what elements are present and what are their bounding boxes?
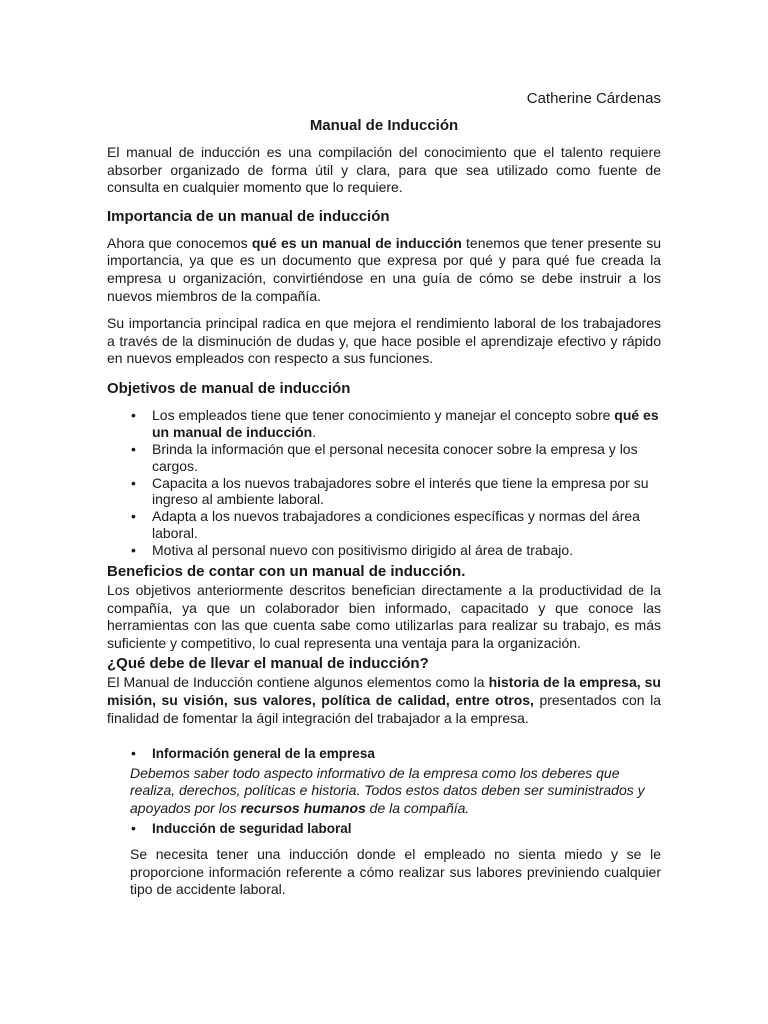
author-name: Catherine Cárdenas [526, 90, 661, 107]
importancia-p1-bold: qué es un manual de inducción [251, 234, 462, 251]
list-item: • Capacita a los nuevos trabajadores sobre el interés que tiene la empresa por su ingreso al ambiente laboral. [107, 475, 661, 509]
importancia-p1-text-a: Ahora que conocemos [107, 234, 252, 251]
elemento-1-desc-bold: recursos humanos [240, 800, 366, 817]
beneficios-paragraph: Los objetivos anteriormente descritos benefician directamente a la productividad de la compañía, ya que un colaborador bien informado, capacitado y que conoce las herramientas con las que cuenta sabe como utilizarlas para realizar su trabajo, es más suficiente y competitivo, lo cual representa una ventaja para la organización. [107, 582, 661, 651]
objetivo-1-text-a: Los empleados tiene que tener conocimiento y manejar el concepto sobre [152, 406, 615, 423]
intro-paragraph: El manual de inducción es una compilación del conocimiento que el talento requiere absorber organizado de forma útil y clara, para que sea utilizado como fuente de consulta en cualquier momento que lo requiere. [107, 144, 661, 196]
elemento-2-title: Inducción de seguridad laboral [152, 820, 352, 836]
elemento-1-desc-b: de la compañía. [365, 800, 470, 817]
elemento-1-description [107, 765, 661, 818]
objetivo-1-text-b: . [312, 423, 317, 440]
elemento-2-description: Se necesita tener una inducción donde el empleado no sienta miedo y se le proporcione información referente a cómo realizar sus labores previniendo cualquier tipo de accidente laboral. [130, 846, 661, 898]
list-item: • Motiva al personal nuevo con positivismo dirigido al área de trabajo. [107, 542, 661, 559]
objetivo-1-bold: qué es un manual de inducción [152, 406, 659, 440]
document-content [107, 90, 661, 899]
list-item [107, 820, 661, 838]
list-item: • Adapta a los nuevos trabajadores a condiciones específicas y normas del área laboral. [107, 508, 661, 542]
objetivos-list [107, 407, 661, 559]
elementos-list [107, 745, 661, 763]
importancia-paragraph-1 [107, 235, 661, 305]
document-title: Manual de Inducción [309, 117, 459, 134]
que-debe-text-a: El Manual de Inducción contiene algunos elementos como la [107, 674, 489, 691]
heading-objetivos: Objetivos de manual de inducción [107, 379, 351, 397]
list-item [107, 407, 661, 441]
elemento-1-desc-a: Debemos saber todo aspecto informativo de la empresa como los deberes que realiza, derechos, políticas e historia. Todos estos datos deben ser suministrados y apoyados por los [130, 764, 645, 817]
elemento-1-title: Información general de la empresa [152, 746, 375, 762]
importancia-p1-text-b: tenemos que tener presente su importancia, ya que es un documento que expresa por qué y para qué fue creada la empresa u organización, convirtiéndose en una guía de cómo se debe instruir a los nuevos miembros de la compañía. [107, 234, 662, 304]
list-item: • Brinda la información que el personal necesita conocer sobre la empresa y los cargos. [107, 441, 661, 475]
list-item [107, 745, 661, 763]
importancia-paragraph-2: Su importancia principal radica en que mejora el rendimiento laboral de los trabajadores a través de la disminución de dudas y, que hace posible el aprendizaje efectivo y rápido en nuevos empleados con respecto a sus funciones. [107, 315, 661, 367]
que-debe-bold: historia de la empresa, su misión, su visión, sus valores, política de calidad, entre otros, [107, 674, 661, 709]
heading-que-debe: ¿Qué debe de llevar el manual de inducción? [107, 655, 429, 673]
que-debe-paragraph [107, 674, 661, 727]
elementos-list-2 [107, 820, 661, 838]
heading-beneficios: Beneficios de contar con un manual de inducción. [107, 563, 466, 581]
que-debe-text-b: presentados con la finalidad de fomentar la ágil integración del trabajador a la empresa. [107, 692, 661, 726]
heading-importancia: Importancia de un manual de inducción [107, 207, 390, 225]
